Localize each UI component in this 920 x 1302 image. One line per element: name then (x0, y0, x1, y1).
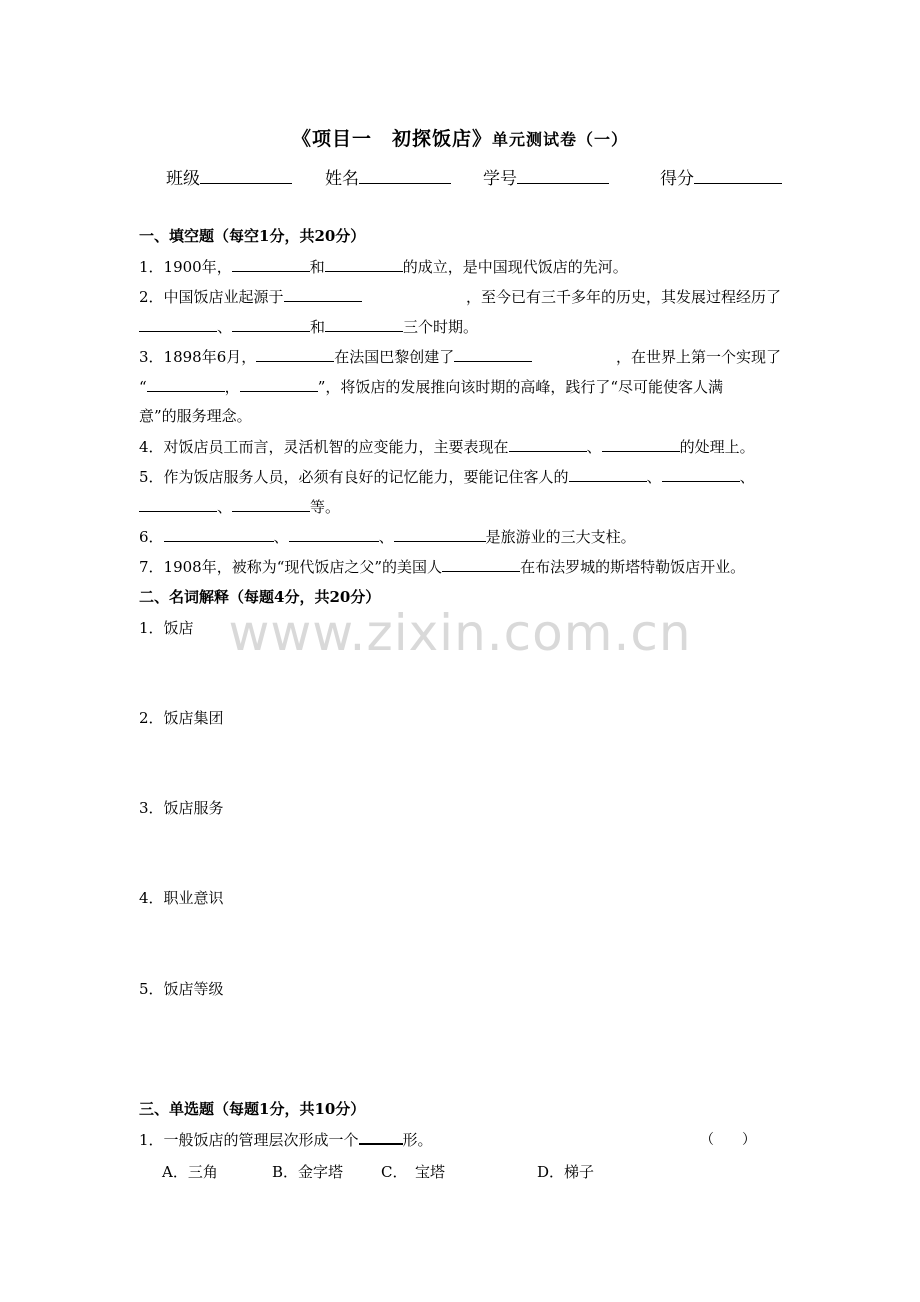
title-main: 《项目一 初探饭店》 (291, 128, 492, 150)
s1-question-3: 3．1898年6月， 在法国巴黎创建了 ，在世界上第一个实现了 (139, 348, 781, 366)
s2-item-5: 5．饭店等级 (139, 980, 224, 998)
name-field: 姓名 (325, 164, 451, 189)
s1-question-6: 6． 、 、 是旅游业的三大支柱。 (139, 528, 636, 546)
s1-question-3-cont: “ ， ”，将饭店的发展推向该时期的高峰，践行了“尽可能使客人满 (139, 378, 724, 396)
score-field: 得分 (660, 164, 782, 189)
s2-item-2: 2．饭店集团 (139, 709, 224, 727)
class-field: 班级 (166, 164, 292, 189)
s1-question-2-cont: 、 和 三个时期。 (139, 317, 478, 337)
watermark: www.zixin.com.cn (228, 604, 692, 662)
s1-question-5: 5．作为饭店服务人员，必须有良好的记忆能力，要能记住客人的 、 、 (139, 468, 755, 486)
s1-question-4: 4．对饭店员工而言，灵活机智的应变能力，主要表现在 、 的处理上。 (139, 438, 755, 456)
s1-question-3-end: 意”的服务理念。 (139, 407, 252, 425)
s1-question-2: 2．中国饭店业起源于 ，至今已有三千多年的历史，其发展过程经历了 (139, 288, 781, 306)
option-b: B．金字塔 (272, 1163, 344, 1181)
option-a: A．三角 (162, 1163, 218, 1181)
title-sub: 单元测试卷（一） (492, 130, 629, 149)
section2-heading: 二、名词解释（每题4分，共20分） (139, 588, 381, 606)
student-id-field: 学号 (483, 164, 609, 189)
s3-question-1: 1．一般饭店的管理层次形成一个 形。 (139, 1131, 433, 1149)
exam-title (0, 124, 920, 151)
option-d: D．梯子 (537, 1163, 595, 1181)
answer-paren: （ ） (700, 1132, 756, 1148)
s1-question-7: 7．1908年，被称为“现代饭店之父”的美国人 在布法罗城的斯塔特勒饭店开业。 (139, 558, 746, 576)
option-c: C． 宝塔 (381, 1163, 445, 1181)
s2-item-1: 1．饭店 (139, 619, 194, 637)
section1-heading: 一、填空题（每空1分，共20分） (139, 227, 366, 245)
s1-question-1: 1．1900年， 和 的成立，是中国现代饭店的先河。 (139, 258, 628, 276)
section3-heading: 三、单选题（每题1分，共10分） (139, 1100, 366, 1118)
s1-question-5-cont: 、 等。 (139, 497, 340, 517)
s2-item-3: 3．饭店服务 (139, 799, 224, 817)
s2-item-4: 4．职业意识 (139, 889, 224, 907)
